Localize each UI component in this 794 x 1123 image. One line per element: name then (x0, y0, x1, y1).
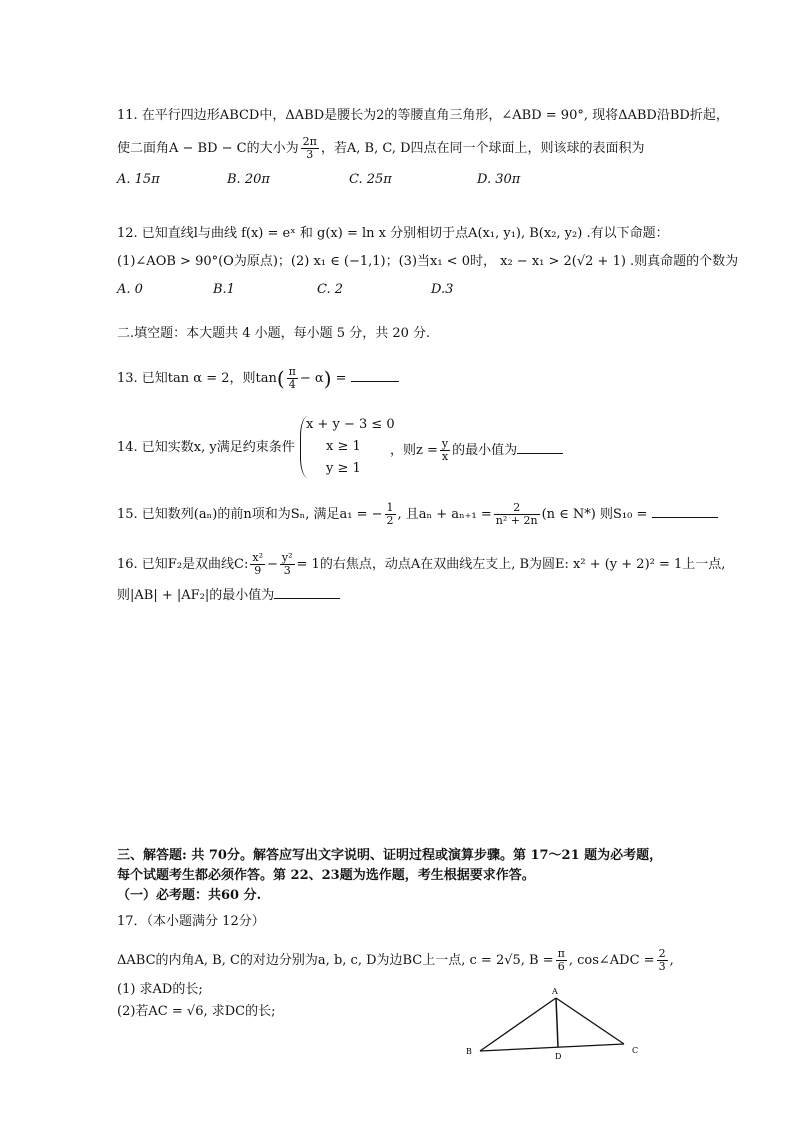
q15-text-c: (n ∈ N*) 则S₁₀ = (541, 507, 648, 522)
q11-line1: 11. 在平行四边形ABCD中，ΔABD是腰长为2的等腰直角三角形，∠ABD = 90°, 现将ΔABD沿BD折起， (117, 108, 729, 123)
q12-line1: 12. 已知直线l与曲线 f(x) = eˣ 和 g(x) = ln x 分别相切于点A(x₁, y₁), B(x₂, y₂) .有以下命题： (117, 226, 669, 241)
q12-options (117, 280, 453, 300)
edge-bc (480, 1044, 624, 1051)
segment-ad (556, 998, 558, 1047)
q15-answer-blank[interactable] (652, 503, 718, 518)
q15-text-a: 15. 已知数列(aₙ)的前n项和为Sₙ, 满足a₁ = − (117, 507, 383, 522)
q11-frac-den: 3 (306, 148, 314, 161)
q16-f1-num: x² (252, 551, 263, 564)
q17-fraction-2 (657, 948, 668, 973)
q14-text-c: 的最小值为 (452, 443, 518, 458)
edge-ab (480, 998, 556, 1051)
label-a: A (552, 987, 558, 996)
q14-constraint-2: x ≥ 1 (326, 439, 361, 454)
q16-text-b: = 1的右焦点，动点A在双曲线左支上, B为圆E: x² + (y + 2)² = 1上一点, (296, 557, 726, 572)
q14-objective (390, 438, 563, 463)
q17-statement (117, 948, 674, 973)
q14-answer-blank[interactable] (517, 439, 563, 454)
q17-part1: (1) 求AD的长; (117, 982, 203, 997)
q11-option-a: A. 15π (117, 172, 160, 187)
q13-text-a: 13. 已知tan α = 2，则tan (117, 371, 277, 386)
q15-f1-den: 2 (386, 514, 394, 527)
q16-f1-den: 9 (254, 564, 262, 577)
q14-text-b: ，则z = (390, 443, 438, 458)
q15-text-b: , 且aₙ + aₙ₊₁ = (397, 507, 492, 522)
section2-heading: 二.填空题：本大题共 4 小题，每小题 5 分，共 20 分. (117, 326, 431, 341)
q13-answer-blank[interactable] (351, 367, 399, 382)
q16-f2-num: y² (281, 551, 293, 564)
label-b: B (466, 1047, 472, 1056)
q16-fraction-2 (280, 552, 295, 577)
q17-f1-num: π (557, 947, 565, 960)
q17-text-c: , (669, 953, 674, 968)
q11-line2-b: ，若A, B, C, D四点在同一个球面上，则该球的表面积为 (320, 141, 645, 156)
q17-title: 17．（本小题满分 12分） (117, 914, 265, 929)
q17-part2: (2)若AC = √6, 求DC的长; (117, 1004, 276, 1019)
q16-answer-blank[interactable] (274, 584, 340, 599)
q13-text-b: − α (299, 371, 324, 386)
q16-minus: − (267, 557, 278, 572)
section3-line3: （一）必考题：共60 分. (117, 888, 262, 903)
q11-option-b: B. 20π (227, 172, 270, 187)
q15-f1-num: 1 (386, 501, 394, 514)
q14-constraint-1: x + y − 3 ≤ 0 (306, 417, 395, 432)
q11-line2 (117, 136, 645, 161)
q17-fraction-1 (556, 948, 567, 973)
q16-text-a: 16. 已知F₂是双曲线C: (117, 557, 249, 572)
q16-line1 (117, 552, 725, 577)
q15-fraction-1 (385, 502, 396, 527)
q17-text-b: , cos∠ADC = (568, 953, 655, 968)
q17-f2-num: 2 (658, 947, 666, 960)
q11-frac-num: 2π (302, 135, 317, 148)
q11-options (117, 170, 520, 190)
q13-fraction (287, 366, 298, 391)
q16-text-line2: 则|AB| + |AF₂|的最小值为 (117, 588, 275, 603)
q16-line2 (117, 584, 340, 606)
label-c: C (632, 1046, 639, 1055)
q17-f2-den: 3 (658, 960, 666, 973)
q17-text-a: ΔABC的内角A, B, C的对边分别为a, b, c, D为边BC上一点, c = 2√5, B = (117, 953, 554, 968)
q14-frac-den: x (441, 450, 449, 463)
q14-constraint-3: y ≥ 1 (326, 461, 361, 476)
q17-triangle-figure (458, 982, 648, 1066)
q14-frac-num: y (441, 437, 449, 450)
q16-fraction-1 (250, 552, 265, 577)
q12-option-c: C. 2 (317, 282, 344, 297)
q14-text-a: 14. 已知实数x, y满足约束条件 (117, 440, 295, 455)
q14-constraints (306, 414, 395, 480)
section3-line1: 三、解答题: 共 70分。解答应写出文字说明、证明过程或演算步骤。第 17～21 题为必考题， (117, 848, 663, 863)
q13-text-c: = (335, 371, 347, 386)
section3-line2: 每个试题考生都必须作答。第 22、23题为选作题，考生根据要求作答。 (117, 868, 535, 883)
label-d: D (555, 1052, 562, 1061)
q16-f2-den: 3 (283, 564, 291, 577)
q11-line2-a: 使二面角A − BD − C的大小为 (117, 141, 299, 156)
q15-fraction-2 (494, 502, 540, 527)
q14-fraction (440, 438, 450, 463)
q15 (117, 502, 718, 527)
q13: 13. 已知tan α = 2，则tan( $\frac{\pi}{4}$ − α) = (117, 366, 399, 391)
q12-option-d: D.3 (431, 282, 454, 297)
q12-line2: (1)∠AOB > 90°(O为原点)；(2) x₁ ∈ (−1,1)；(3)当x₁ < 0时， x₂ − x₁ > 2(√2 + 1) .则真命题的个数为 (117, 254, 739, 269)
q11-fraction (301, 136, 319, 161)
q12-option-a: A. 0 (117, 282, 143, 297)
edge-ac (556, 998, 624, 1044)
q15-f2-num: 2 (494, 502, 540, 515)
q13-frac-num: π (288, 365, 296, 378)
q15-f2-den: n² + 2n (495, 514, 538, 527)
q11-option-d: D. 30π (477, 172, 521, 187)
q11-option-c: C. 25π (349, 172, 392, 187)
q12-option-b: B.1 (213, 282, 235, 297)
q17-f1-den: 6 (557, 960, 565, 973)
q13-frac-den: 4 (288, 378, 296, 391)
